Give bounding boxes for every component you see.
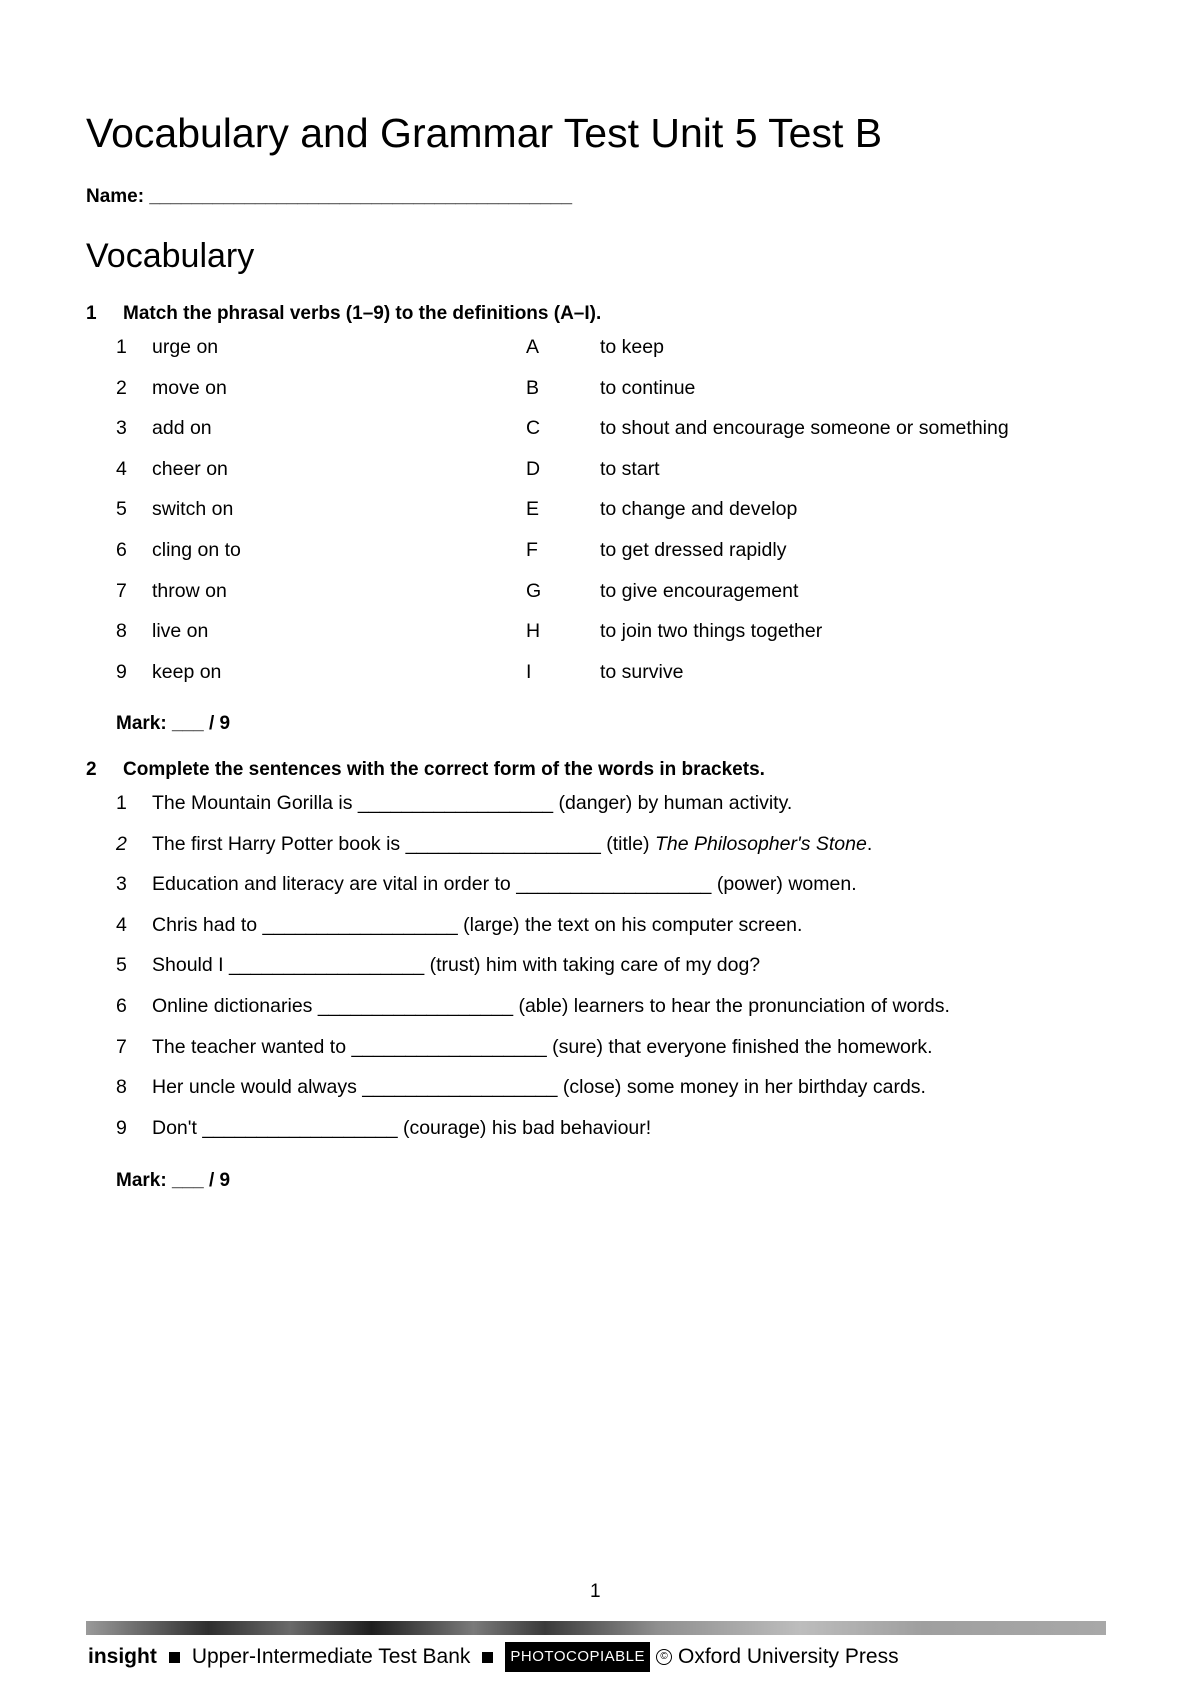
separator-square-icon xyxy=(482,1652,493,1663)
item-number: 2 xyxy=(116,376,127,399)
definition-letter: D xyxy=(526,457,541,480)
definition-text: to give encouragement xyxy=(600,579,799,602)
page-number: 1 xyxy=(590,1581,601,1602)
phrasal-verb: live on xyxy=(152,620,209,643)
sentence-text xyxy=(152,790,792,816)
definition-letter: A xyxy=(526,336,540,358)
sentence-number: 3 xyxy=(116,873,127,896)
definition-text: to keep xyxy=(600,336,664,358)
sentence-number: 4 xyxy=(116,913,127,936)
sentence-text xyxy=(152,912,802,938)
sentence-main: Online dictionaries __________________ (able) learners to hear the pronunciation of words. xyxy=(152,995,950,1017)
definition-letter: F xyxy=(526,539,538,561)
separator-square-icon xyxy=(169,1652,180,1663)
sentence-number: 7 xyxy=(116,1035,127,1058)
definition-text: to survive xyxy=(600,660,684,683)
phrasal-verb: throw on xyxy=(152,579,227,602)
sentence-main: Chris had to __________________ (large) the text on his computer screen. xyxy=(152,913,803,936)
section-heading-vocabulary: Vocabulary xyxy=(86,237,255,275)
sentence-number: 8 xyxy=(116,1076,127,1099)
phrasal-verb: urge on xyxy=(152,336,219,358)
definition-letter: I xyxy=(526,660,532,683)
definition-letter: E xyxy=(526,498,540,521)
sentence-number: 6 xyxy=(116,995,127,1017)
definition-text: to change and develop xyxy=(600,498,798,521)
footer xyxy=(88,1642,899,1672)
sentence-text xyxy=(152,1074,926,1100)
item-number: 3 xyxy=(116,417,127,440)
definition-text: to continue xyxy=(600,376,696,399)
definition-letter: H xyxy=(526,620,541,643)
definition-text: to start xyxy=(600,457,660,480)
name-field-line: Name: ________________________________________ xyxy=(86,186,573,207)
sentence-main: Her uncle would always __________________ (close) some money in her birthday cards. xyxy=(152,1076,926,1099)
sentence-italic-title: The Philosopher's Stone xyxy=(654,832,867,855)
exercise1-mark: Mark: ___ / 9 xyxy=(116,713,231,734)
definition-letter: G xyxy=(526,579,542,602)
sentence-number: 2 xyxy=(116,832,127,855)
item-number: 8 xyxy=(116,620,127,643)
sentence-main: The teacher wanted to __________________ (sure) that everyone finished the homework. xyxy=(152,1035,933,1058)
exercise2-mark: Mark: ___ / 9 xyxy=(116,1170,231,1191)
definition-letter: B xyxy=(526,376,540,399)
sentence-main: Don't __________________ (courage) his bad behaviour! xyxy=(152,1116,652,1139)
footer-book-title: Upper-Intermediate Test Bank xyxy=(191,1645,471,1668)
sentence-text xyxy=(152,871,857,897)
item-number: 6 xyxy=(116,539,127,561)
sentence-text xyxy=(152,831,872,857)
sentence-number: 1 xyxy=(116,792,127,814)
phrasal-verb: add on xyxy=(152,417,212,440)
sentence-main: Education and literacy are vital in order to __________________ (power) women. xyxy=(152,873,857,896)
sentence-number: 5 xyxy=(116,954,127,977)
definition-text: to get dressed rapidly xyxy=(600,539,787,561)
exercise2-number: 2 xyxy=(86,759,97,780)
definition-letter: C xyxy=(526,417,541,440)
sentence-text xyxy=(152,993,950,1019)
item-number: 7 xyxy=(116,579,127,602)
definition-text: to join two things together xyxy=(600,620,823,643)
phrasal-verb: move on xyxy=(152,376,227,399)
sentence-main: The Mountain Gorilla is __________________ (danger) by human activity. xyxy=(152,792,793,814)
exercise2-instruction-text: Complete the sentences with the correct form of the words in brackets. xyxy=(123,759,765,780)
exercise2-instruction xyxy=(86,757,1086,783)
exercise1-instruction xyxy=(86,301,1086,327)
sentence-text xyxy=(152,1034,933,1060)
sentence-text xyxy=(152,1115,651,1141)
item-number: 5 xyxy=(116,498,127,521)
item-number: 1 xyxy=(116,336,127,358)
footer-decorative-band xyxy=(86,1621,1106,1635)
sentence-text xyxy=(152,952,760,978)
copyright-icon: © xyxy=(656,1649,672,1665)
item-number: 9 xyxy=(116,660,127,683)
sentence-end: . xyxy=(866,832,873,855)
exercise1-number: 1 xyxy=(86,303,97,324)
phrasal-verb: keep on xyxy=(152,660,222,683)
phrasal-verb: cling on to xyxy=(152,539,241,561)
item-number: 4 xyxy=(116,457,127,480)
exercise1-instruction-text: Match the phrasal verbs (1–9) to the definitions (A–I). xyxy=(123,303,602,324)
page-title: Vocabulary and Grammar Test Unit 5 Test B xyxy=(86,110,883,156)
photocopiable-badge: PHOTOCOPIABLE xyxy=(505,1642,650,1672)
sentence-number: 9 xyxy=(116,1116,127,1139)
phrasal-verb: cheer on xyxy=(152,457,228,480)
footer-publisher: Oxford University Press xyxy=(678,1645,899,1668)
sentence-main: Should I __________________ (trust) him with taking care of my dog? xyxy=(152,954,761,977)
definition-text: to shout and encourage someone or something xyxy=(600,417,1009,440)
footer-brand: insight xyxy=(88,1645,157,1668)
sentence-main: The first Harry Potter book is __________________ (title) xyxy=(152,832,655,855)
phrasal-verb: switch on xyxy=(152,498,234,521)
